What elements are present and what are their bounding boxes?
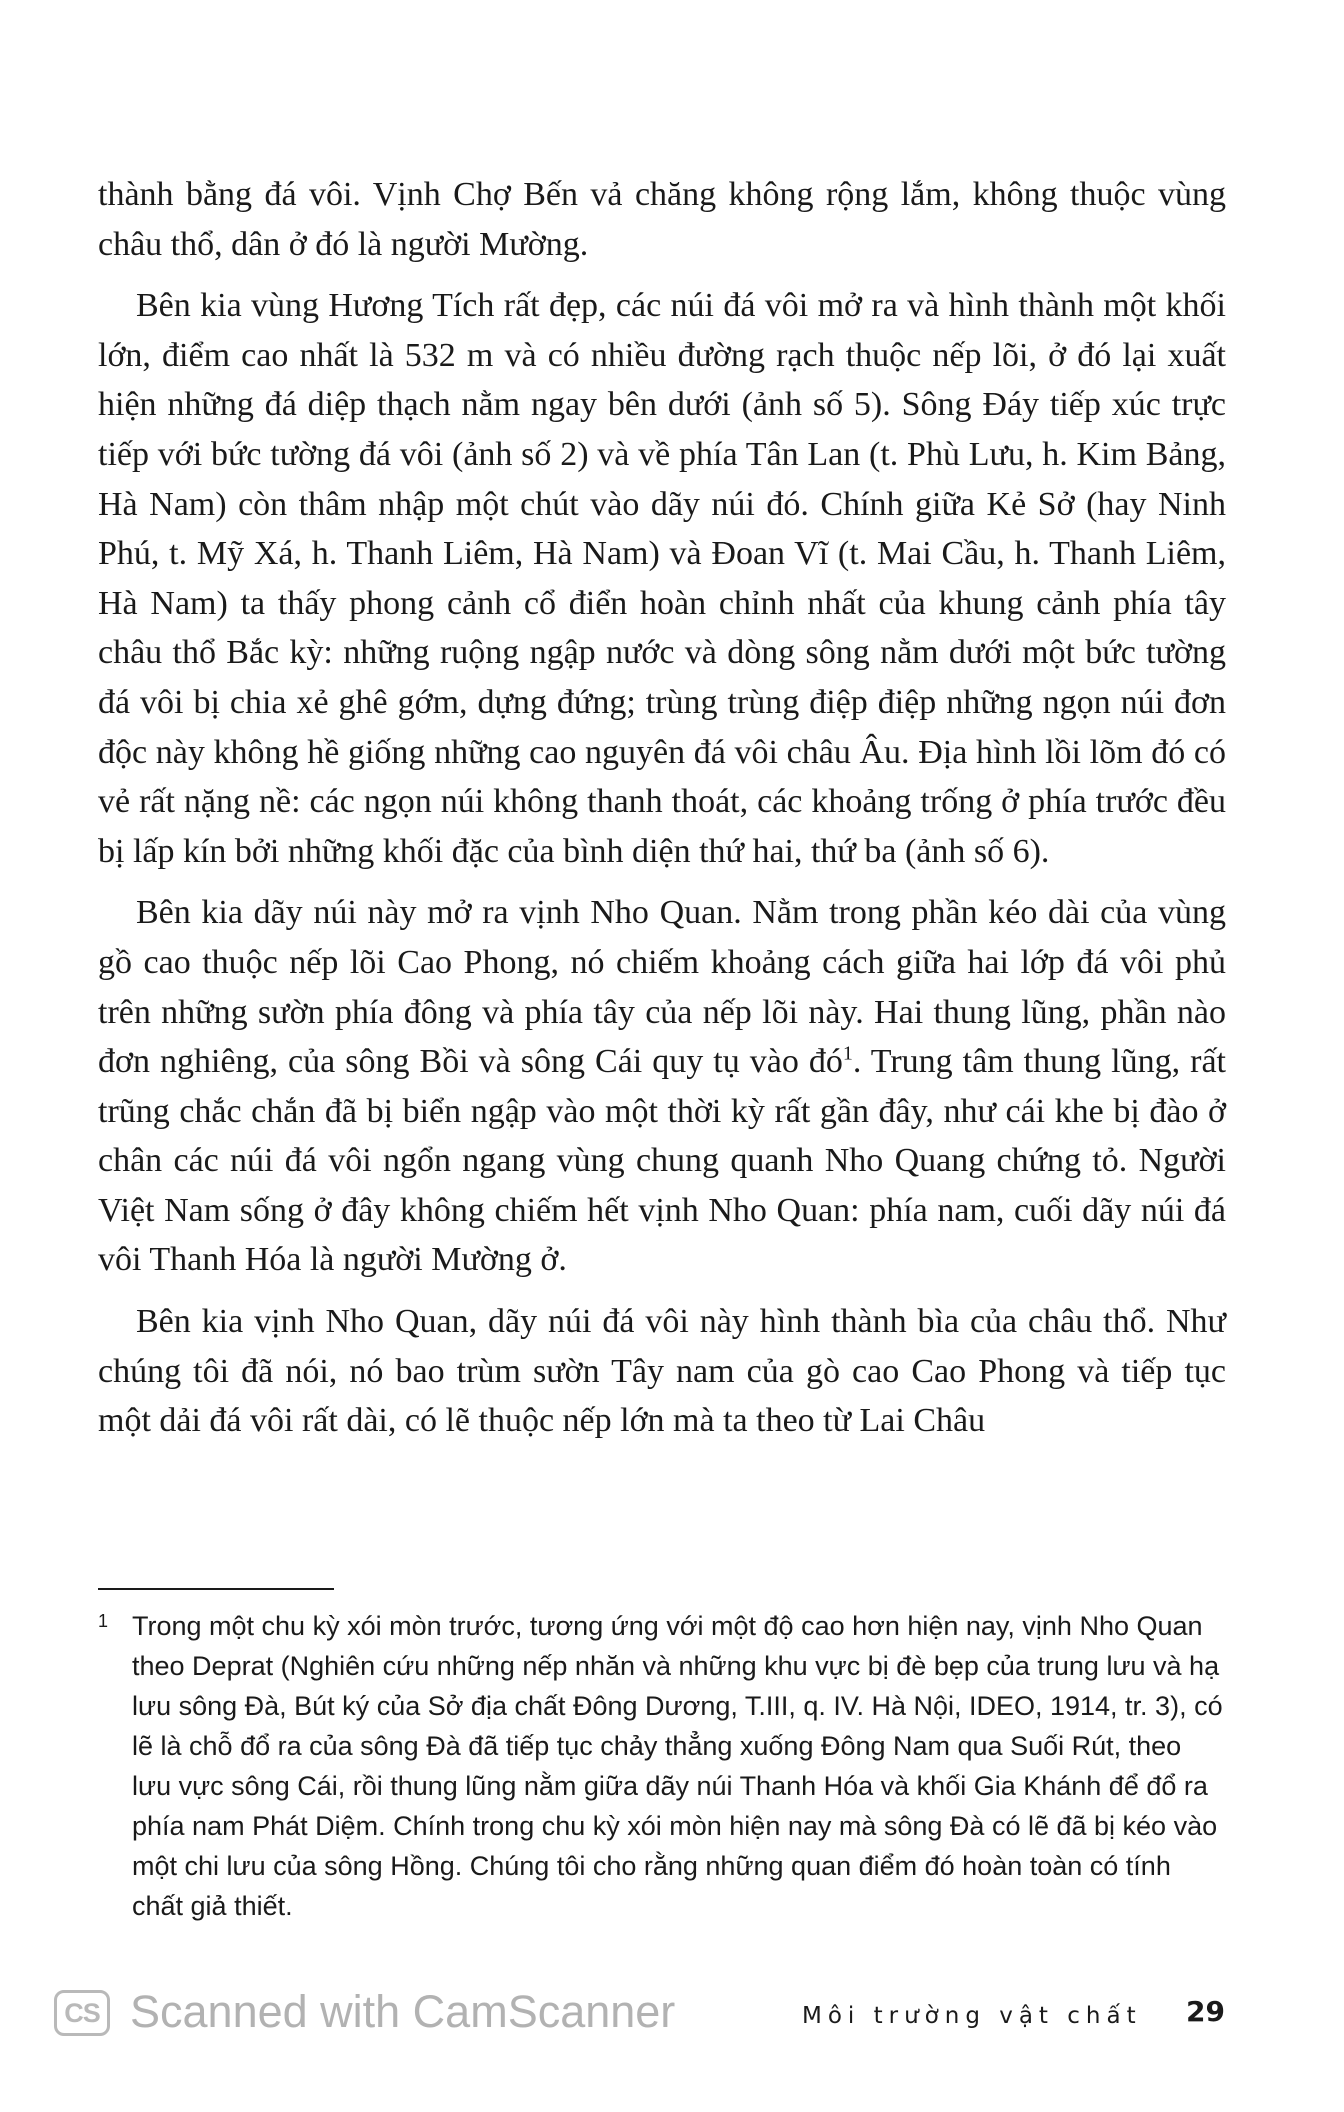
page-footer — [0, 1982, 1344, 2042]
footnote-reference: 1 — [842, 1042, 853, 1065]
scanner-watermark: Scanned with CamScanner — [130, 1986, 676, 2037]
paragraph-3-text: Bên kia dãy núi này mở ra vịnh Nho Quan. Nằm trong phần kéo dài của vùng gồ cao thuộc nếp lõi Cao Phong, nó chiếm khoảng cách giữa hai lớp đá vôi phủ trên những sườn phía đông và phía tây của nếp lõi này. Hai thung lũng, phần nào đơn nghiêng, của sông Bồi và sông Cái quy tụ vào đó — [98, 894, 1226, 1081]
running-title: Môi trường vật chất — [802, 2003, 1142, 2029]
page-number: 29 — [1186, 1995, 1225, 2028]
paragraph-3-continuation: . Trung tâm thung lũng, rất trũng chắc chắn đã bị biển ngập vào một thời kỳ rất gần đây, như cái khe bị đào ở chân các núi đá vôi ngổn ngang vùng chung quanh Nho Quang chứng tỏ. Người Việt Nam sống ở đây không chiếm hết vịnh Nho Quan: phía nam, cuối dãy núi đá vôi Thanh Hóa là người Mường ở. — [98, 1043, 1226, 1279]
footnote — [98, 1606, 1226, 1926]
paragraph-1: thành bằng đá vôi. Vịnh Chợ Bến vả chăng không rộng lắm, không thuộc vùng châu thổ, dân ở đó là người Mường. — [98, 176, 1226, 263]
footnote-marker: 1 — [98, 1611, 109, 1631]
paragraph-4: Bên kia vịnh Nho Quan, dãy núi đá vôi này hình thành bìa của châu thổ. Như chúng tôi đã nói, nó bao trùm sườn Tây nam của gò cao Cao Phong và tiếp tục một dải đá vôi rất dài, có lẽ thuộc nếp lớn mà ta theo từ Lai Châu — [98, 1303, 1226, 1440]
footnote-text: Trong một chu kỳ xói mòn trước, tương ứng với một độ cao hơn hiện nay, vịnh Nho Quan theo Deprat (Nghiên cứu những nếp nhăn và những khu vực bị đè bẹp của trung lưu và hạ lưu sông Đà, Bút ký của Sở địa chất Đông Dương, T.III, q. IV. Hà Nội, IDEO, 1914, tr. 3), có lẽ là chỗ đổ ra của sông Đà đã tiếp tục chảy thẳng xuống Đông Nam qua Suối Rút, theo lưu vực sông Cái, rồi thung lũng nằm giữa dãy núi Thanh Hóa và khối Gia Khánh để đổ ra phía nam Phát Diệm. Chính trong chu kỳ xói mòn hiện nay mà sông Đà có lẽ đã bị kéo vào một chi lưu của sông Hồng. Chúng tôi cho rằng những quan điểm đó hoàn toàn có tính chất giả thiết. — [132, 1611, 1223, 1921]
paragraph-2: Bên kia vùng Hương Tích rất đẹp, các núi đá vôi mở ra và hình thành một khối lớn, điểm cao nhất là 532 m và có nhiều đường rạch thuộc nếp lõi, ở đó lại xuất hiện những đá diệp thạch nằm ngay bên dưới (ảnh số 5). Sông Đáy tiếp xúc trực tiếp với bức tường đá vôi (ảnh số 2) và về phía Tân Lan (t. Phù Lưu, h. Kim Bảng, Hà Nam) còn thâm nhập một chút vào dãy núi đó. Chính giữa Kẻ Sở (hay Ninh Phú, t. Mỹ Xá, h. Thanh Liêm, Hà Nam) và Đoan Vĩ (t. Mai Cầu, h. Thanh Liêm, Hà Nam) ta thấy phong cảnh cổ điển hoàn chỉnh nhất của khung cảnh phía tây châu thổ Bắc kỳ: những ruộng ngập nước và dòng sông nằm dưới một bức tường đá vôi bị chia xẻ ghê gớm, dựng đứng; trùng trùng điệp điệp những ngọn núi đơn độc này không hề giống những cao nguyên đá vôi châu Âu. Địa hình lồi lõm đó có vẻ rất nặng nề: các ngọn núi không thanh thoát, các khoảng trống ở phía trước đều bị lấp kín bởi những khối đặc của bình diện thứ hai, thứ ba (ảnh số 6). — [98, 287, 1226, 870]
footnote-divider — [98, 1588, 334, 1590]
camscanner-logo: CS — [54, 1990, 110, 2036]
main-text — [98, 170, 1226, 1458]
paragraph-3 — [98, 888, 1226, 1285]
